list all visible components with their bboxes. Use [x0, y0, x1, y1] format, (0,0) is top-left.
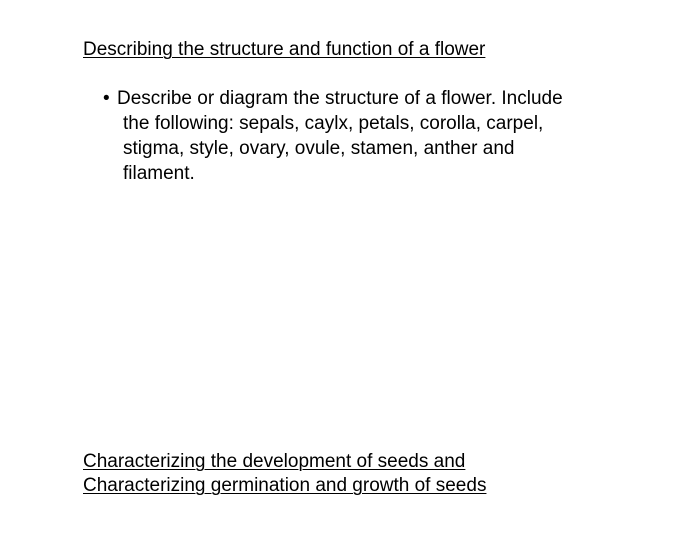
flower-structure-bullet [103, 86, 643, 186]
seed-development-heading [83, 450, 486, 498]
bullet-marker: • [103, 88, 110, 109]
bullet-text-line-2: the following: sepals, caylx, petals, corolla, carpel, [123, 113, 544, 134]
seed-development-heading-line-1: Characterizing the development of seeds and [83, 451, 466, 472]
bullet-text-line-3: stigma, style, ovary, ovule, stamen, anther and [123, 138, 515, 159]
bullet-first-line [103, 86, 643, 111]
bullet-text-line-1: Describe or diagram the structure of a flower. Include [117, 88, 563, 109]
bullet-text-line-4: filament. [123, 163, 195, 184]
flower-structure-heading: Describing the structure and function of a flower [83, 39, 486, 60]
seed-development-heading-line-2: Characterizing germination and growth of seeds [83, 475, 487, 496]
